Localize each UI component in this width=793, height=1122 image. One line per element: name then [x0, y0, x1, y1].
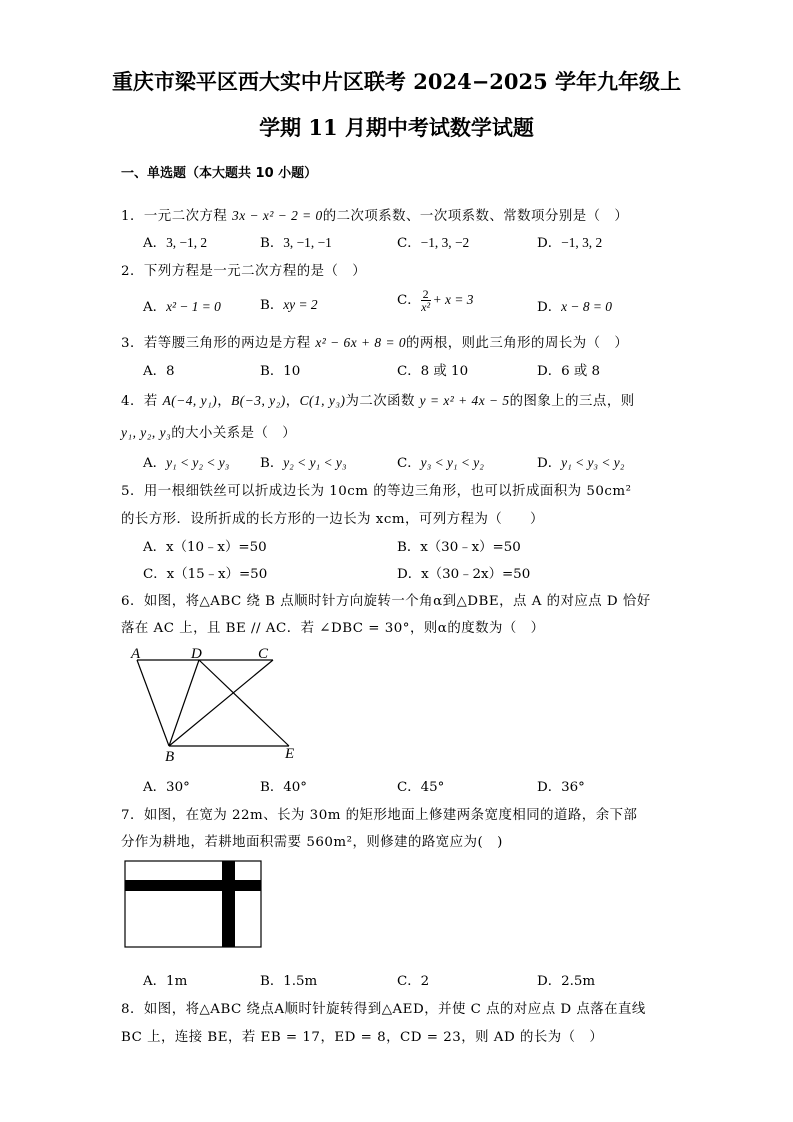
q2-c-fraction: $\frac{2}{\text{x²}}$	[421, 287, 431, 314]
q1-equation: 3x − x² − 2 = 0	[232, 208, 323, 223]
q4-option-c[interactable]: C．y₃ < y₁ < y₂	[397, 455, 484, 471]
vertical-road	[222, 861, 235, 947]
q1-suffix: 的二次项系数、一次项系数、常数项分别是（ ）	[322, 209, 629, 224]
q7-option-b[interactable]: B．1.5m	[260, 974, 318, 989]
exam-title-line2: 学期 11 月期中考试数学试题	[259, 115, 534, 140]
label-e: E	[285, 746, 295, 762]
label-b: B	[165, 749, 175, 764]
label-d: D	[191, 646, 202, 662]
label-a: A	[131, 646, 141, 662]
q5-option-b[interactable]: B．x（30﹣x）=50	[397, 540, 521, 555]
q5-option-a[interactable]: A．x（10﹣x）=50	[143, 540, 267, 555]
field-rectangle	[125, 861, 261, 947]
q2-option-b[interactable]: B．xy = 2	[260, 297, 318, 313]
question-4-stem-line2: y₁, y₂, y₃的大小关系是（ ）	[121, 425, 297, 441]
q2-option-a[interactable]: A．x² − 1 = 0	[143, 299, 221, 315]
q4-point-a: A(−4, y₁)	[162, 393, 218, 408]
q4-function: y = x² + 4x − 5	[419, 393, 510, 408]
q6-option-d[interactable]: D．36°	[537, 780, 585, 795]
q1-option-b[interactable]: B．3, −1, −1	[260, 235, 332, 251]
q5-option-d[interactable]: D．x（30﹣2x）=50	[397, 567, 531, 582]
question-8-stem-line1: 8．如图，将△ABC 绕点A顺时针旋转得到△AED，并使 C 点的对应点 D 点落在直线	[121, 1002, 646, 1017]
q6-rotation-figure	[125, 642, 305, 764]
horizontal-road	[125, 880, 261, 891]
question-8-stem-line2: BC 上，连接 BE，若 EB = 17，ED = 8，CD = 23，则 AD 的长为（ ）	[121, 1030, 604, 1045]
q1-prefix: 1．一元二次方程	[121, 209, 233, 224]
q2-option-d[interactable]: D．x − 8 = 0	[537, 299, 612, 315]
q6-option-a[interactable]: A．30°	[143, 780, 190, 795]
question-4-stem-line1: 4．若 A(−4, y₁)，B(−3, y₂)，C(1, y₃)为二次函数 y = x² + 4x − 5的图象上的三点，则	[121, 393, 635, 409]
question-6-stem-line1: 6．如图，将△ABC 绕 B 点顺时针方向旋转一个角α到△DBE，点 A 的对应点 D 恰好	[121, 594, 651, 609]
q3-option-b[interactable]: B．10	[260, 364, 301, 379]
q7-field-figure	[124, 860, 264, 950]
q5-option-c[interactable]: C．x（15﹣x）=50	[143, 567, 268, 582]
q6-option-c[interactable]: C．45°	[397, 780, 445, 795]
section-heading: 一、单选题（本大题共 10 小题）	[121, 166, 318, 181]
q1-option-c[interactable]: C．−1, 3, −2	[397, 235, 470, 251]
label-c: C	[258, 646, 269, 662]
q3-option-d[interactable]: D．6 或 8	[537, 364, 601, 379]
q4-option-b[interactable]: B．y₂ < y₁ < y₃	[260, 455, 347, 471]
question-2-stem: 2．下列方程是一元二次方程的是（ ）	[121, 264, 367, 279]
question-7-stem-line2: 分作为耕地，若耕地面积需要 560m²，则修建的路宽应为( )	[121, 835, 503, 850]
q3-option-a[interactable]: A．8	[143, 364, 175, 379]
q4-option-d[interactable]: D．y₁ < y₃ < y₂	[537, 455, 625, 471]
question-3-stem: 3．若等腰三角形的两边是方程 x² − 6x + 8 = 0的两根，则此三角形的周长为（ ）	[121, 335, 629, 351]
q1-option-d[interactable]: D．−1, 3, 2	[537, 235, 603, 251]
q3-equation: x² − 6x + 8 = 0	[315, 335, 407, 350]
question-1-stem	[121, 205, 628, 224]
q6-option-b[interactable]: B．40°	[260, 780, 307, 795]
question-6-stem-line2: 落在 AC 上，且 BE // AC．若 ∠DBC = 30°，则α的度数为（ ）	[121, 621, 545, 636]
q4-point-c: C(1, y₃)	[299, 393, 346, 408]
q3-option-c[interactable]: C．8 或 10	[397, 364, 469, 379]
q1-option-a[interactable]: A．3, −1, 2	[143, 235, 208, 251]
segment-de	[199, 660, 289, 746]
q4-option-a[interactable]: A．y₁ < y₂ < y₃	[143, 455, 230, 471]
question-7-stem-line1: 7．如图，在宽为 22m、长为 30m 的矩形地面上修建两条宽度相同的道路，余下部	[121, 808, 638, 823]
question-5-stem-line1: 5．用一根细铁丝可以折成边长为 10cm 的等边三角形，也可以折成面积为 50cm²	[121, 484, 632, 499]
q7-option-d[interactable]: D．2.5m	[537, 974, 596, 989]
segment-ab	[137, 660, 169, 746]
exam-title-line1: 重庆市梁平区西大实中片区联考 2024−2025 学年九年级上	[111, 69, 682, 94]
q2-option-c[interactable]: C． $\frac{2}{\text{x²}}$ + x = 3	[397, 287, 474, 314]
q7-option-c[interactable]: C．2	[397, 974, 430, 989]
question-5-stem-line2: 的长方形．设所折成的长方形的一边长为 xcm，可列方程为（ ）	[121, 512, 544, 527]
q4-point-b: B(−3, y₂)	[231, 393, 286, 408]
q7-option-a[interactable]: A．1m	[143, 974, 188, 989]
